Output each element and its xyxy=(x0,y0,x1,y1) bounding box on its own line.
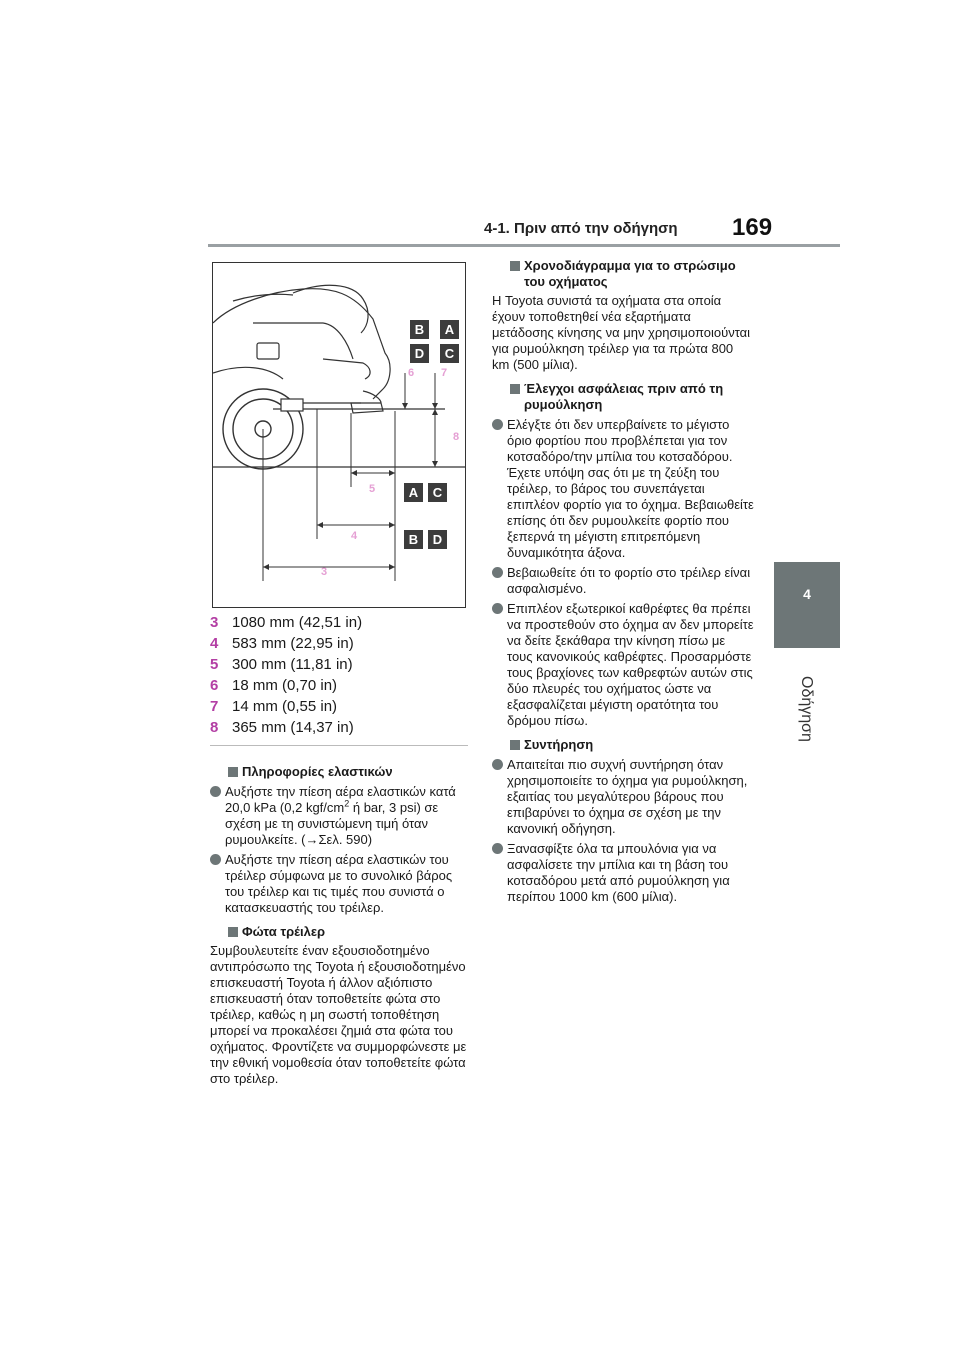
dimension-list xyxy=(210,614,362,740)
dim-label-6: 6 xyxy=(408,367,415,379)
label-box-d-top: D xyxy=(410,344,429,363)
dimension-value: 1080 mm (42,51 in) xyxy=(232,614,363,631)
dimension-value: 365 mm (14,37 in) xyxy=(232,719,354,736)
safety-checks-heading: Έλεγχοι ασφάλειας πριν από τη ρυμούλκηση xyxy=(492,381,754,413)
bullet-dot-icon xyxy=(492,603,503,614)
dimension-number: 7 xyxy=(210,698,219,715)
square-bullet-icon xyxy=(228,767,238,777)
trailer-lights-heading: Φώτα τρέιλερ xyxy=(210,924,468,940)
bullet-dot-icon xyxy=(210,786,221,797)
list-item: Ελέγξτε ότι δεν υπερβαίνετε το μέγιστο όριο φορτίου που προβλέπεται για τον κοτσαδόρο/την μπίλια του κοτσαδόρου. Έχετε υπόψη σας ότι με τη ζεύξη του τρέιλερ, το βάρος του συνεπάγεται επιπλέον φορτίο για το όχημα. Βεβαιωθείτε επίσης ότι δεν ρυμουλκείτε φορτίο που ξεπερνά τη μέγιστη επιτρεπόμενη δυναμικότητα άξονα. xyxy=(492,417,754,561)
dimension-row xyxy=(210,677,362,698)
tire-info-heading: Πληροφορίες ελαστικών xyxy=(210,764,468,780)
bullet-dot-icon xyxy=(492,419,503,430)
dimension-row xyxy=(210,614,362,635)
trailer-lights-text: Συμβουλευτείτε έναν εξουσιοδοτημένο αντιπρόσωπο της Toyota ή εξουσιοδοτημένο επισκευαστή Toyota ή άλλον αξιόπιστο επισκευαστή όταν τοποθετείτε φώτα στο τρέιλερ, καθώς η μη σωστή τοποθέτηση μπορεί να προκαλέσει ζημιά στα φώτα του οχήματος. Φροντίζετε να συμμορφώνεστε με την εθνική νομοθεσία όταν τοποθετείτε φώτα στο τρέιλερ. xyxy=(210,943,467,1086)
towing-dimension-figure xyxy=(212,262,466,608)
left-column xyxy=(210,764,468,1095)
break-in-text: Η Toyota συνιστά τα οχήματα στα οποία έχουν τοποθετηθεί νέα εξαρτήματα μετάδοσης κίνησης να μην χρησιμοποιούνται για ρυμούλκηση τρέιλερ για τα πρώτα 800 km (500 μίλια). xyxy=(492,293,751,372)
label-box-a-mid: A xyxy=(404,483,423,502)
bullet-dot-icon xyxy=(492,759,503,770)
bullet-dot-icon xyxy=(492,567,503,578)
page-number: 169 xyxy=(732,214,773,241)
dim-label-3: 3 xyxy=(321,566,328,578)
dimension-number: 4 xyxy=(210,635,219,652)
car-rear-illustration xyxy=(213,263,465,607)
section-title: 4-1. Πριν από την οδήγηση xyxy=(484,220,678,237)
square-bullet-icon xyxy=(228,927,238,937)
dimension-number: 6 xyxy=(210,677,219,694)
dimension-row xyxy=(210,656,362,677)
dim-label-8: 8 xyxy=(453,431,460,443)
list-item: Απαιτείται πιο συχνή συντήρηση όταν χρησιμοποιείτε το όχημα για ρυμούλκηση, εξαιτίας του μεγαλύτερου βάρους που επιβαρύνει το όχημα σε σχέση με την κανονική οδήγηση. xyxy=(492,757,754,837)
square-bullet-icon xyxy=(510,740,520,750)
maintenance-heading: Συντήρηση xyxy=(492,737,754,753)
chapter-number: 4 xyxy=(803,586,811,602)
dim-label-4: 4 xyxy=(351,530,358,542)
bullet-dot-icon xyxy=(492,843,503,854)
label-box-d-low: D xyxy=(428,530,447,549)
dim-label-7: 7 xyxy=(441,367,448,379)
label-box-a-top: A xyxy=(440,320,459,339)
dim-label-5: 5 xyxy=(369,483,376,495)
dimension-row xyxy=(210,698,362,719)
tire-pressure-text: Αυξήστε την πίεση αέρα ελαστικών κατά 20,0 kPa (0,2 kgf/$cm^2$ ή bar, 3 psi) σε σχέση με τη συνιστώμενη τιμή όταν ρυμουλκείτε. (→Σελ. 590) xyxy=(225,784,456,847)
dimension-value: 300 mm (11,81 in) xyxy=(232,656,353,673)
chapter-label: Οδήγηση xyxy=(798,676,815,742)
square-bullet-icon xyxy=(510,261,520,271)
list-item xyxy=(210,784,468,848)
label-box-c-mid: C xyxy=(428,483,447,502)
dimension-number: 5 xyxy=(210,656,219,673)
dimension-row xyxy=(210,719,362,740)
dimension-row xyxy=(210,635,362,656)
label-box-b-low: B xyxy=(404,530,423,549)
list-item: Αυξήστε την πίεση αέρα ελαστικών του τρέιλερ σύμφωνα με το συνολικό βάρος του τρέιλερ και τις τιμές που συνιστά ο κατασκευαστής του τρέιλερ. xyxy=(210,852,468,916)
dimension-value: 18 mm (0,70 in) xyxy=(232,677,338,694)
list-item: Επιπλέον εξωτερικοί καθρέφτες θα πρέπει να προστεθούν στο όχημα αν δεν μπορείτε να δείτε ξεκάθαρα την κίνηση πίσω με τους κανονικούς καθρέφτες. Προσαρμόστε τους βραχίονες των καθρεφτών αυτών στις δύο πλευρές του οχήματος ώστε να εξασφαλίζεται μέγιστη ορατότητα του δρόμου πίσω. xyxy=(492,601,754,729)
dimension-number: 3 xyxy=(210,614,219,631)
dimension-value: 14 mm (0,55 in) xyxy=(232,698,338,715)
chapter-tab[interactable] xyxy=(774,562,840,648)
right-column xyxy=(492,258,754,913)
dimension-value: 583 mm (22,95 in) xyxy=(232,635,354,652)
list-item: Ξανασφίξτε όλα τα μπουλόνια για να ασφαλίσετε την μπίλια και τη βάση του κοτσαδόρου μετά από ρυμούλκηση για περίπου 1000 km (600 μίλια). xyxy=(492,841,754,905)
label-box-b-top: B xyxy=(410,320,429,339)
break-in-heading: Χρονοδιάγραμμα για το στρώσιμο του οχήματος xyxy=(492,258,754,290)
list-item: Βεβαιωθείτε ότι το φορτίο στο τρέιλερ είναι ασφαλισμένο. xyxy=(492,565,754,597)
dimension-separator xyxy=(210,745,468,746)
square-bullet-icon xyxy=(510,384,520,394)
header-rule xyxy=(208,244,840,247)
bullet-dot-icon xyxy=(210,854,221,865)
dimension-number: 8 xyxy=(210,719,219,736)
label-box-c-top: C xyxy=(440,344,459,363)
